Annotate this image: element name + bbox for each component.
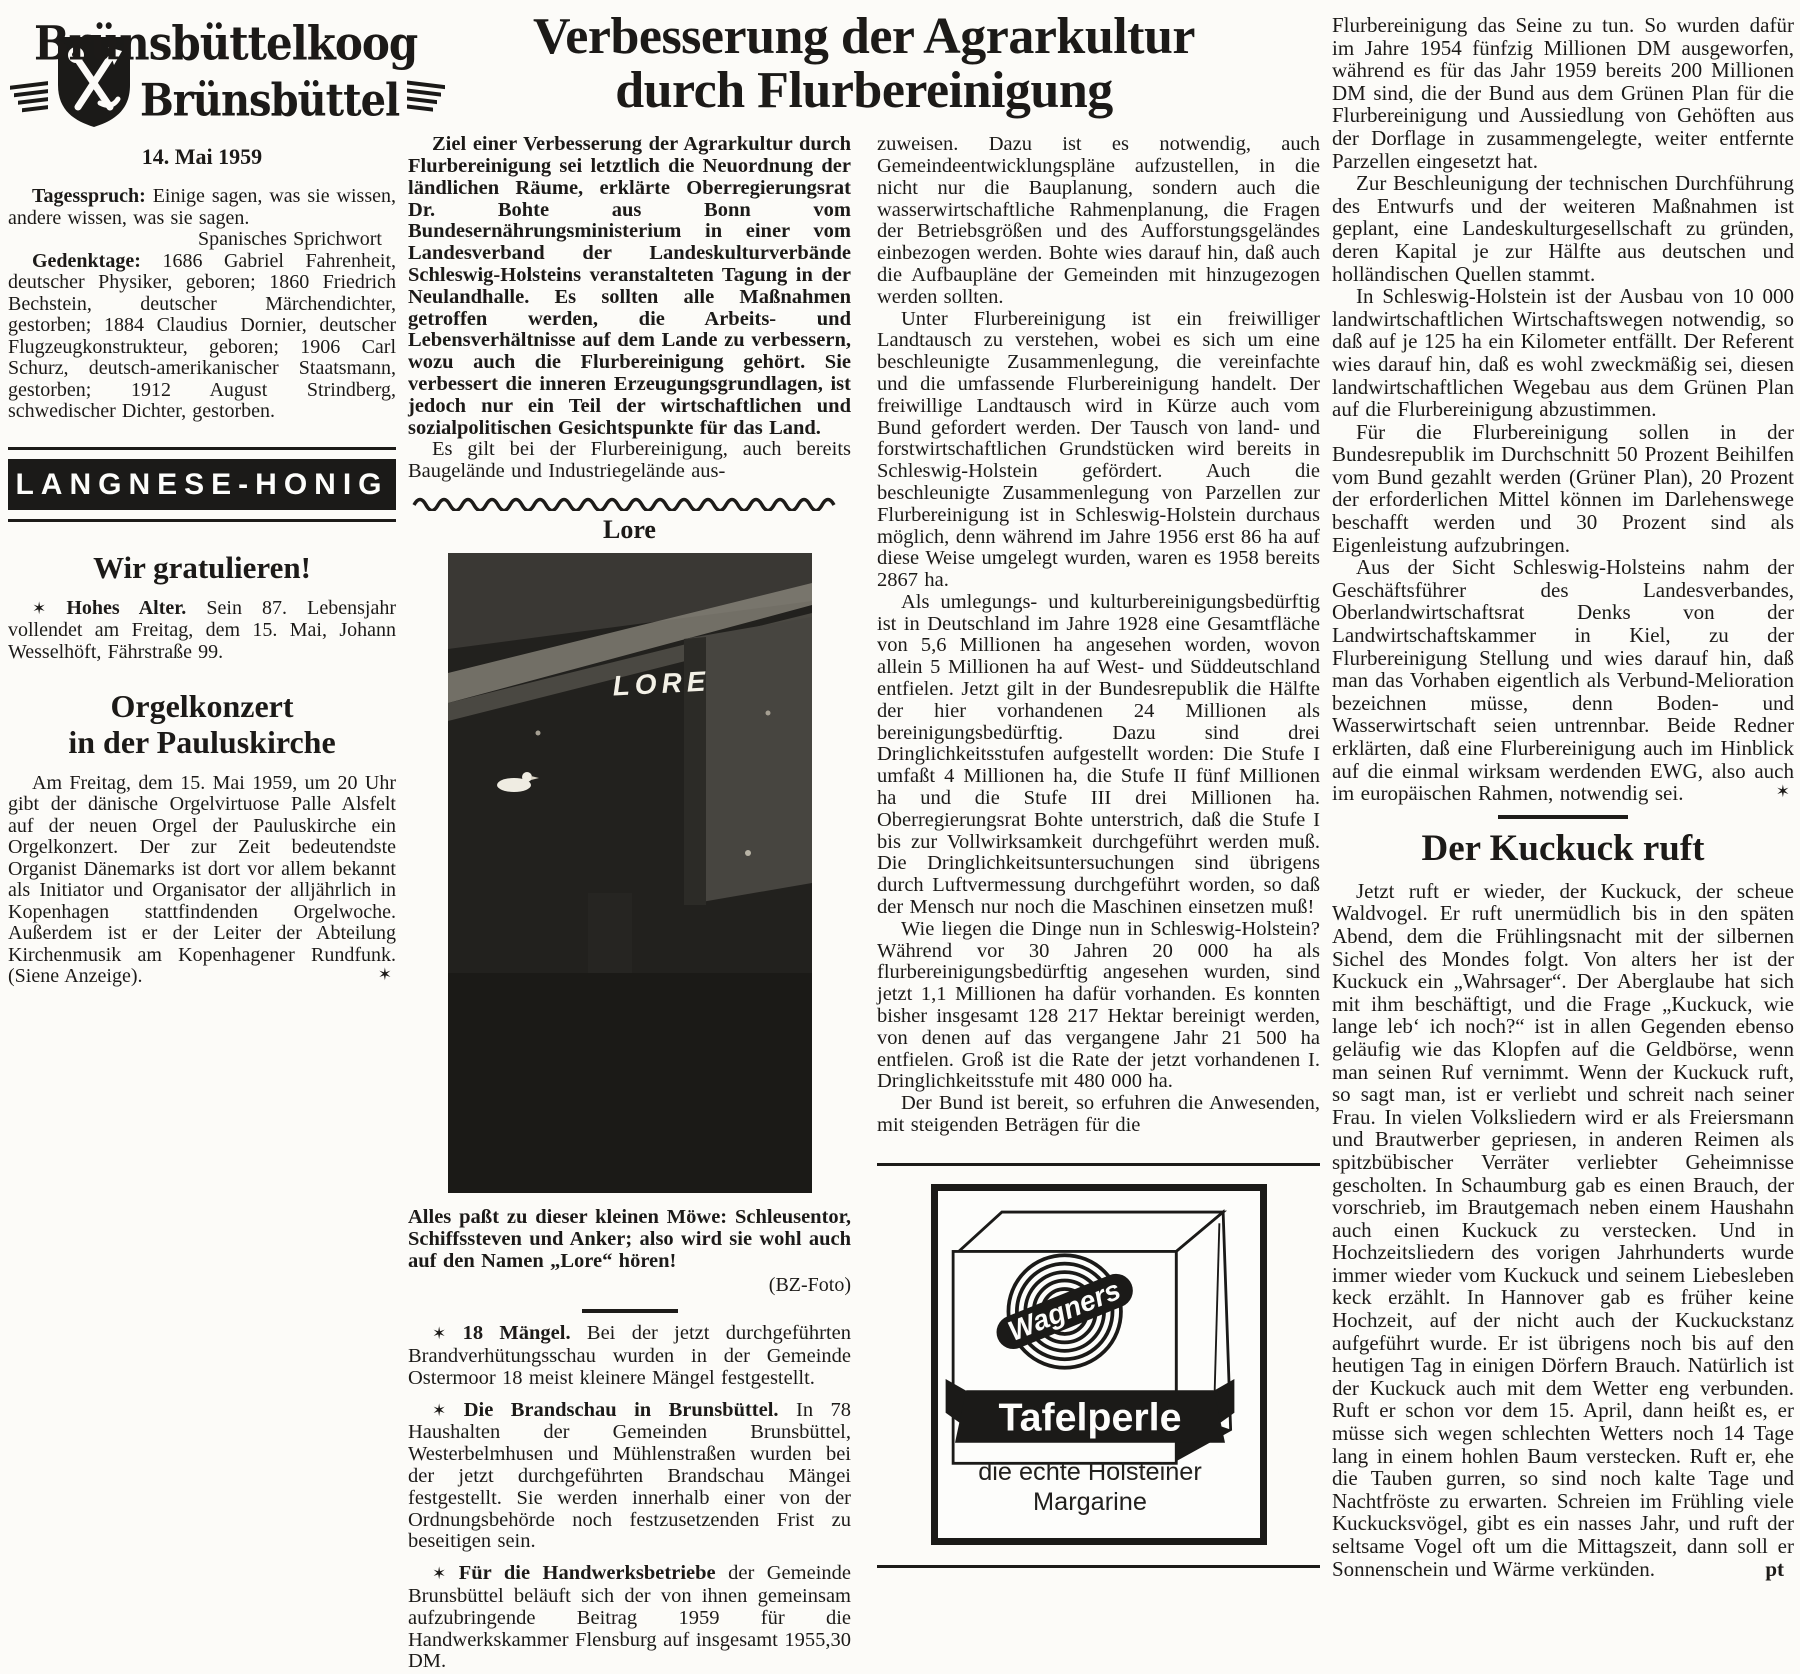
kuckuck-title: Der Kuckuck ruft — [1421, 827, 1705, 869]
gedenktage-label: Gedenktage: — [32, 249, 141, 272]
article-paragraph: Es gilt bei der Flurbereinigung, auch bereits Baugelände und Industriegelände aus- — [408, 438, 851, 483]
news-item-label: Die Brandschau in Brunsbüttel. — [463, 1398, 779, 1421]
article-paragraph-text: Aus der Sicht Schleswig-Holsteins nahm der Geschäftsführer des Landesverbandes, Oberlandwirtschaftsrat Denks von der Landwirtschaftskammer in Kiel, zu der Flurbereinigung Stellung und wies darauf hin, daß man das Vorhaben eigentlich als Verbund-Melioration bezeichnen müsse, denn Boden- und Wasserwirtschaft seien untrennbar. Beide Redner erklärten, daß eine Flurbereinigung auch im Hinblick auf die einmal wirksam werdenden EWG, also auch im europäischen Rahmen, notwendig sei. — [1332, 555, 1794, 806]
news-item-text: der Gemeinde Brunsbüttel beläuft sich der von ihnen gemeinsam aufzubringende Beitrag 1959 für die Handwerkskammer Flensburg auf insgesamt 1955,30 DM. — [408, 1562, 851, 1673]
tagesspruch-text: Einige sagen, was sie wissen, andere wissen, was sie sagen. — [8, 185, 396, 229]
article-paragraph: In Schleswig-Holstein ist der Ausbau von 10 000 landwirtschaftlichen Wirtschaftswegen notwendig, so daß auf je 125 ha ein Kilometer entfällt. Der Referent wies darauf hin, daß es wohl zweckmäßig sei, diesen landwirtschaftlichen Wegebau aus dem Grünen Plan auf die Flurbereinigung abzustimmen. — [1332, 284, 1794, 422]
star-icon: ✶ — [432, 1564, 447, 1585]
tafelperle-brand: Wagners — [1003, 1273, 1125, 1347]
main-headline-line1: Verbesserung der Agrarkultur — [533, 8, 1195, 65]
tafelperle-tagline-2: Margarine — [1032, 1488, 1147, 1516]
news-item — [408, 1400, 851, 1554]
article-paragraph: Für die Flurbereinigung sollen in der Bundesrepublik im Durchschnitt 50 Prozent Beihilfen vom Bund gezahlt werden (Grüner Plan), 20 Prozent der erforderlichen Mittel können im Darlehenswege beschafft werden und 30 Prozent sind als Eigenleistung aufzubringen. — [1332, 419, 1794, 557]
tafelperle-product: Tafelperle — [997, 1395, 1182, 1440]
main-headline-line2: durch Flurbereinigung — [615, 62, 1113, 120]
right-column — [1332, 0, 1794, 1674]
local-news — [408, 1323, 851, 1673]
tagesspruch-source: Spanisches Sprichwort — [198, 228, 382, 250]
main-headline — [408, 10, 1320, 118]
left-column — [8, 0, 418, 1674]
main-article-area — [408, 0, 1320, 1674]
photo-overlay-text: LORE — [611, 665, 711, 702]
news-item — [408, 1563, 851, 1673]
article-paragraph: Unter Flurbereinigung ist ein freiwilliger Landtausch zu verstehen, wobei es sich um eine beschleunigte Zusammenlegung, die vereinfachte und die umfassende Flurbereinigung handelt. Der freiwillige Landtausch wird in Kürze auch vom Bund gefordert werden. Der Tausch von land- und forstwirtschaftlichen Grundstücken wird bereits in Schleswig-Holstein gefördert. Auch die beschleunigte Zusammenlegung von Parzellen zur Flurbereinigung ist in Schleswig-Holstein durchaus möglich, denn während im Jahre 1956 erst 86 ha auf diese Weise umgelegt wurden, waren es 1958 bereits 2867 ha. — [877, 307, 1320, 592]
author-signature: pt — [1765, 1556, 1784, 1581]
orgelkonzert-title-line1: Orgelkonzert — [110, 688, 294, 724]
star-icon: ✶ — [32, 598, 47, 619]
news-item-text: In 78 Haushalten der Gemeinden Brunsbüttel, Westerbelmhusen und Mühlenstraßen wurden bei der jetzt durchgeführten Brandschau Mängei festgestellt. Sie werden innerhalb einer von der Ordnungsbehörde noch festzusetzenden Frist zu beseitigen sein. — [408, 1398, 852, 1553]
star-icon: ✶ — [432, 1400, 447, 1421]
article-paragraph: Als umlegungs- und kulturbereinigungsbedürftig ist in Deutschland im Jahre 1928 eine Gesamtfläche von 5,6 Millionen ha angesehen worden, wovon allein 5 Millionen ha auf West- und Süddeutschland entfielen. Jetzt gilt in der Bundesrepublik die Hälfte der hier vorhandenen 24 Millionen als bereinigungsbedürftig. Dazu sind drei Dringlichkeitsstufen aufgestellt worden: Die Stufe I umfaßt 4 Millionen ha, die Stufe II fünf Millionen ha und die Stufe III drei Millionen ha. Oberregierungsrat Bohte unterstrich, daß die Stufe I bis zur Vollwirksamkeit durchgeführt werden muß. Die Dringlichkeitsuntersuchungen sind übrigens durch Luftvermessung durchgeführt worden, so daß der Mensch nur noch die Maschinen einsetzen muß! — [877, 590, 1320, 919]
star-icon: ✶ — [377, 965, 392, 986]
photo-caption: Alles paßt zu dieser kleinen Möwe: Schleusentor, Schiffssteven und Anker; also wird sie wohl auch auf den Namen „Lore“ hören! — [408, 1205, 851, 1272]
tagesspruch-label: Tagesspruch: — [32, 185, 146, 207]
langnese-ad-text: LANGNESE-HONIG — [8, 459, 396, 510]
tagesspruch — [8, 186, 396, 229]
article-paragraph: Wie liegen die Dinge nun in Schleswig-Holstein? Während vor 30 Jahren 20 000 ha als flurbereinigungsbedürftig angesehen wurden, sind jetzt 1,1 Millionen ha dafür vorhanden. Es konnten bisher insgesamt 128 217 Hektar bereinigt werden, von denen auf das vergangene Jahr 21 500 ha entfielen. Groß ist die Rate der jetzt vorhandenen I. Dringlichkeitsstufe mit 480 000 ha. — [877, 917, 1320, 1093]
wavy-divider — [412, 495, 848, 511]
masthead — [8, 16, 418, 170]
masthead-title-line2: Brünsbüttel — [140, 74, 400, 127]
article-column-1 — [408, 134, 851, 1674]
hohes-alter-item — [8, 598, 396, 664]
news-item-text: Bei der jetzt durchgeführten Brandverhütungsschau wurden in der Gemeinde Ostermoor 18 meist kleinere Mängel festgestellt. — [408, 1322, 852, 1389]
flourish-right-icon — [403, 80, 447, 121]
article-paragraph: Zur Beschleunigung der technischen Durchführung des Entwurfs und der weiteren Maßnahmen ist geplant, eine Landeskulturgesellschaft zu gründen, deren Kapital je zur Hälfte aus deutschen und holländischen Quellen stammt. — [1332, 171, 1794, 286]
photo-credit: (BZ-Foto) — [768, 1274, 851, 1297]
article-paragraph: Der Bund ist bereit, so erfuhren die Anwesenden, mit steigenden Beträgen für die — [877, 1092, 1320, 1137]
orgelkonzert-text — [8, 773, 396, 988]
orgelkonzert-title — [8, 689, 396, 761]
orgelkonzert-title-line2: in der Pauluskirche — [68, 723, 336, 760]
issue-date: 14. Mai 1959 — [141, 144, 263, 169]
hohes-alter-label: Hohes Alter. — [66, 596, 187, 619]
rule — [8, 519, 396, 522]
news-item — [408, 1323, 851, 1389]
flourish-left-icon — [8, 80, 52, 121]
news-item-label: Für die Handwerksbetriebe — [458, 1562, 716, 1585]
star-icon: ✶ — [1775, 782, 1790, 803]
photo-lore — [448, 553, 812, 1193]
kuckuck-text — [1332, 880, 1794, 1580]
masthead-title-line1: Brünsbüttelkoog — [34, 16, 418, 71]
article-paragraph: zuweisen. Dazu ist es notwendig, auch Gemeindeentwicklungspläne aufzustellen, in die nicht nur die Bauplanung, sondern auch die wasserwirtschaftliche Rahmenplanung, die Fragen der Betriebsgrößen und des Aufforstungsgeländes einbezogen werden. Bohte wies darauf hin, daß auch die Aufbaupläne der Gemeinden mit hinzugezogen werden sollten. — [877, 133, 1320, 308]
star-icon: ✶ — [432, 1324, 447, 1345]
kuckuck-body: Jetzt ruft er wieder, der Kuckuck, der scheue Waldvogel. Er ruft unermüdlich bis in den späten Abend, dem die Frühlingsnacht mit der silbernen Sichel des Mondes folgt. Von alters her ist der Kuckuck ein „Wahrsager“. Der Aberglaube hat sich mit ihm beschäftigt, und die Frage „Kuckuck, wie lange leb‘ ich noch?“ ist in allen Gegenden ebenso geläufig wie das Klopfen auf die Geldbörse, wenn man seinen Ruf vernimmt. Wenn der Kuckuck ruft, so sagt man, ist er verliebt und schreit nach seiner Frau. In vielen Volksliedern wird er als Freiersmann und Brautwerber gepriesen, in anderen Reimen als spitzbübischer Verräter verliebter Geheimnisse gescholten. In Schaumburg gab es einen Brauch, der vorschrieb, im Brautgemach neben einem Haushahn auch einen Kuckuck zu verstecken. Und in Hochzeitsliedern des vorigen Jahrhunderts wurde immer wieder vom Kuckuck und seinem Liebesleben keck erzählt. In Hannover gab es früher keine Hochzeit, auf der nicht auch der Kuckuckstanz aufgeführt wurde. Er ist übrigens noch bis auf den heutigen Tag in einigen Dörfern Brauch. Natürlich ist der Kuckuck auch mit dem Wetter eng verbunden. Ruft er schon vor dem 15. April, dann heißt es, er müsse sich wegen schlechten Wetters noch 14 Tage lang in einem hohlen Baum verstecken. Ruft er, ehe die Tauben gurren, so sind noch kalte Tage und Nachtfröste zu erwarten. Schreien im Frühling viele Kuckucksvögel, gibt es ein nasses Jahr, und ruft der seltsame Vogel oft um die Mittagszeit, dann soll er Sonnenschein und Wärme verkünden. — [1332, 878, 1794, 1581]
article-lead: Ziel einer Verbesserung der Agrarkultur durch Flurbereinigung sei letztlich die Neuordnung der ländlichen Räume, erklärte Oberregierungsrat Dr. Bohte aus Bonn vom Bundesernährungsministerium in einer vom Landesverband der Landeskulturverbände Schleswig-Holsteins veranstalteten Tagung in der Neulandhalle. Es sollten alle Maßnahmen getroffen werden, die Arbeits- und Lebensverhältnisse auf dem Lande zu verbessern, wozu auch die Flurbereinigung gehört. Sie verbessert die inneren Erzeugungsgrundlagen, ist jedoch nur ein Teil der wirtschaftlichen und sozialpolitischen Gesichtspunkte für das Land. — [408, 133, 851, 439]
rule — [877, 1565, 1320, 1568]
tafelperle-ad — [931, 1184, 1267, 1545]
article-column-2 — [877, 134, 1320, 1674]
langnese-ad — [8, 447, 396, 522]
rule — [8, 447, 396, 450]
rule — [877, 1163, 1320, 1166]
hohes-alter-text: Sein 87. Lebensjahr vollendet am Freitag, dem 15. Mai, Johann Wesselhöft, Fährstraße 99. — [8, 596, 397, 663]
tafelperle-tagline-1: die echte Holsteiner — [977, 1458, 1202, 1486]
article-paragraph — [1332, 556, 1794, 805]
gedenktage — [8, 251, 396, 423]
article-paragraph: Flurbereinigung das Seine zu tun. So wurden dafür im Jahre 1954 fünfzig Millionen DM ausgeworfen, während es für das Jahr 1959 bereits 200 Millionen DM sind, die der Bund aus dem Grünen Plan für die Flurbereinigung und Aussiedlung von Gehöften aus der Dorflage in zusammengelegte, weiter entfernte Parzellen eingesetzt hat. — [1332, 13, 1794, 173]
rule — [1498, 815, 1628, 819]
news-item-label: 18 Mängel. — [462, 1322, 571, 1345]
orgelkonzert-body: Am Freitag, dem 15. Mai 1959, um 20 Uhr gibt der dänische Orgelvirtuose Palle Alsfelt auf der neuen Orgel der Pauluskirche ein Orgelkonzert. Der zur Zeit bedeutendste Organist Dänemarks ist dort vor allem bekannt als Initiator und Organisator der alljährlich in Kopenhagen stattfindenden Orgelwoche. Außerdem ist er der Leiter der Abteilung Kirchenmusik am Kopenhagener Rundfunk. (Siene Anzeige). — [8, 771, 396, 988]
rule — [582, 1309, 678, 1313]
tafelperle-ad-graphic — [940, 1195, 1240, 1531]
photo-title: Lore — [603, 514, 656, 544]
gedenktage-text: 1686 Gabriel Fahrenheit, deutscher Physiker, geboren; 1860 Friedrich Bechstein, deutscher Märchendichter, gestorben; 1884 Claudius Dornier, deutscher Flugzeugkonstrukteur, geboren; 1906 Carl Schurz, deutsch-amerikanischer Staatsmann, gestorben; 1912 August Strindberg, schwedischer Dichter, gestorben. — [8, 249, 397, 422]
gratulieren-title: Wir gratulieren! — [93, 549, 311, 585]
